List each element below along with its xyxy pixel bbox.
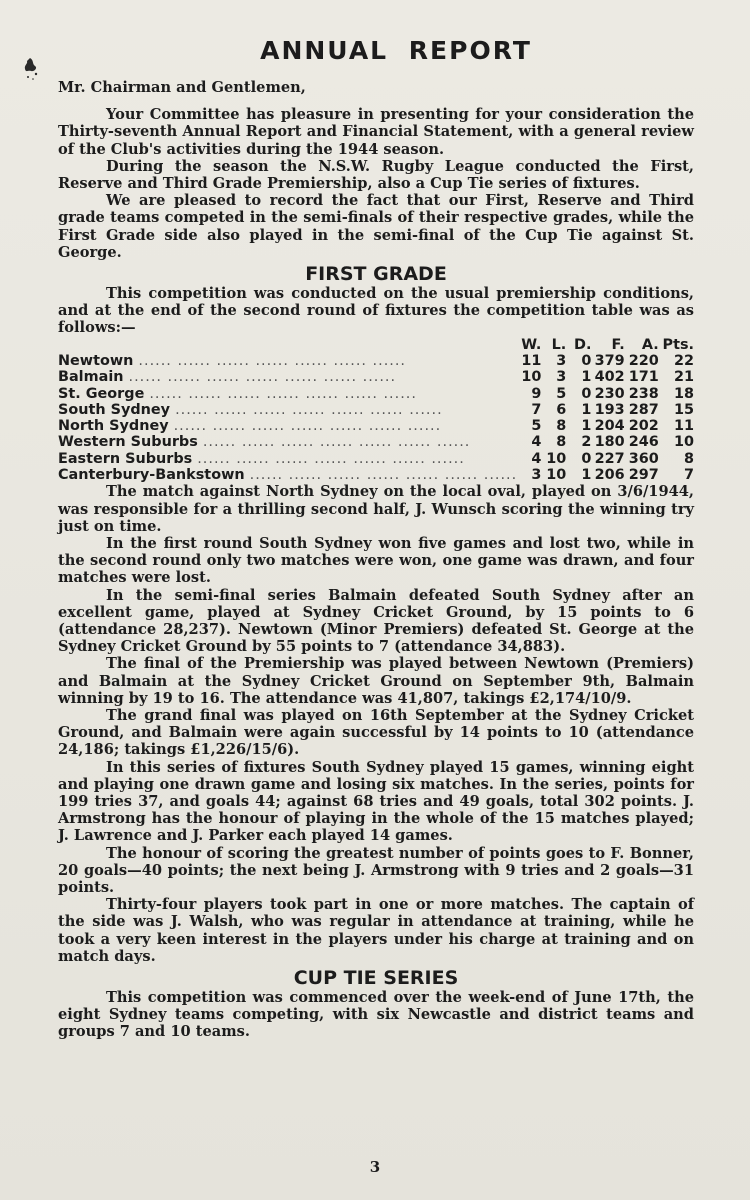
team-cell [58,402,517,418]
team-cell [58,353,517,369]
points-for-cell: 193 [594,401,625,418]
table-row [58,451,694,467]
losses-cell: 3 [556,369,567,386]
leader-dots: ...... ...... ...... ...... ...... ...... ...... [149,385,417,402]
team-cell [58,386,517,402]
draws-cell: 0 [581,450,592,467]
table-row [58,369,694,385]
first-grade-paragraph-7: The honour of scoring the greatest number of points goes to F. Bonner, 20 goals—40 points; the next being J. Armstrong with 9 tries and 2 goals—31 points. [58,844,694,896]
table-row [58,434,694,450]
losses-cell: 5 [556,385,567,402]
losses-cell: 10 [546,467,567,484]
draws-cell: 0 [581,385,592,402]
points-for-cell: 180 [594,434,625,451]
draws-cell: 1 [581,401,592,418]
draws-cell: 1 [581,418,592,435]
intro-paragraph-1: Your Committee has pleasure in presenting for your consideration the Thirty-seventh Annual Report and Financial Statement, with a general review of the Club's activities during the 1944 season. [58,106,694,158]
report-content [58,36,694,1041]
col-header-d: D. [574,336,592,353]
points-against-cell: 171 [628,369,659,386]
page-number: 3 [369,1158,381,1176]
cup-tie-paragraph: This competition was commenced over the week-end of June 17th, the eight Sydney teams competing, with six Newcastle and district teams and groups 7 and 10 teams. [58,989,694,1041]
first-grade-paragraph-8: Thirty-four players took part in one or more matches. The captain of the side was J. Walsh, who was regular in attendance at training, while he took a very keen interest in the players under his charge at training and on match days. [58,896,694,965]
leader-dots: ...... ...... ...... ...... ...... ...... ...... [197,450,465,467]
page-title: ANNUAL REPORT [260,36,532,65]
leader-dots: ...... ...... ...... ...... ...... ...... ...... [128,369,397,386]
points-cell: 22 [673,352,694,369]
first-grade-paragraph-2: In the first round South Sydney won five games and lost two, while in the second round only two matches were won, one game was drawn, and four matches were lost. [58,534,694,587]
wins-cell: 5 [531,418,542,435]
table-row [58,402,694,418]
team-cell [58,434,517,450]
team-name: Newtown [58,352,134,369]
losses-cell: 8 [556,418,567,435]
table-body [58,353,694,483]
ink-blot-mark [22,56,42,82]
leader-dots: ...... ...... ...... ...... ...... ...... ...... [173,418,442,435]
intro-paragraph-3: We are pleased to record the fact that our First, Reserve and Third grade teams competed in the semi-finals of their respective grades, while the First Grade side also played in the semi-final of the Cup Tie against St. George. [58,192,694,261]
points-cell: 7 [683,467,694,484]
team-name: Eastern Suburbs [58,450,193,467]
team-name: Canterbury-Bankstown [58,467,245,484]
first-grade-paragraph-5: The grand final was played on 16th September at the Sydney Cricket Ground, and Balmain were again successful by 14 points to 10 (attendance 24,186; takings £1,226/15/6). [58,706,694,759]
cup-tie-heading: CUP TIE SERIES [293,967,459,989]
table-row [58,467,694,483]
col-header-pts: Pts. [662,336,694,353]
first-grade-intro: This competition was conducted on the usual premiership conditions, and at the end of the second round of fixtures the competition table was as follows:— [58,285,694,337]
leader-dots: ...... ...... ...... ...... ...... ...... ...... [175,401,443,418]
points-for-cell: 227 [594,450,625,467]
col-header-l: L. [551,336,567,353]
first-grade-paragraph-3: In the semi-final series Balmain defeated South Sydney after an excellent game, played at Sydney Cricket Ground, by 15 points to 6 (attendance 28,237). Newtown (Minor Premiers) defeated St. George at the Sydney Cricket Ground by 55 points to 7 (attendance 34,883). [58,586,694,656]
team-cell [58,467,517,483]
col-header-a: A. [641,336,659,353]
wins-cell: 7 [531,401,542,418]
first-grade-paragraph-6: In this series of fixtures South Sydney played 15 games, winning eight and playing one drawn game and losing six matches. In the series, points for 199 tries 37, and goals 44; against 68 tries and 49 goals, total 302 points. J. Armstrong has the honour of playing in the whole of the 15 matches played; J. Lawrence and J. Parker each played 14 games. [58,758,694,845]
wins-cell: 3 [531,467,542,484]
points-against-cell: 287 [628,401,659,418]
draws-cell: 1 [581,369,592,386]
competition-table [58,337,694,484]
losses-cell: 6 [556,401,567,418]
wins-cell: 9 [531,385,542,402]
wins-cell: 10 [521,369,542,386]
first-grade-paragraph-1: The match against North Sydney on the local oval, played on 3/6/1944, was responsible for a thrilling second half, J. Wunsch scoring the winning try just on time. [58,483,694,535]
table-row [58,418,694,434]
points-cell: 18 [673,385,694,402]
team-cell [58,451,517,467]
points-cell: 11 [673,418,694,435]
losses-cell: 10 [546,450,567,467]
leader-dots: ...... ...... ...... ...... ...... ...... ...... [202,434,471,451]
wins-cell: 4 [531,450,542,467]
team-cell [58,418,517,434]
points-for-cell: 402 [594,369,625,386]
first-grade-heading: FIRST GRADE [305,263,447,286]
points-for-cell: 204 [594,418,625,435]
points-against-cell: 202 [628,418,659,435]
draws-cell: 0 [581,352,592,369]
table-header-row [58,337,694,353]
team-name: Western Suburbs [58,434,198,451]
team-name: South Sydney [58,401,171,418]
points-for-cell: 230 [594,385,625,402]
points-cell: 15 [673,401,694,418]
intro-paragraph-2: During the season the N.S.W. Rugby League conducted the First, Reserve and Third Grade Premiership, also a Cup Tie series of fixtures. [58,157,694,193]
salutation: Mr. Chairman and Gentlemen, [58,79,306,96]
team-cell [58,369,517,385]
points-for-cell: 206 [594,467,625,484]
table-row [58,386,694,402]
points-cell: 8 [683,450,694,467]
wins-cell: 4 [531,434,542,451]
team-name: St. George [58,385,145,402]
losses-cell: 8 [556,434,567,451]
team-column-header [58,337,517,353]
points-against-cell: 238 [628,385,659,402]
table-row [58,353,694,369]
team-name: North Sydney [58,418,169,435]
points-against-cell: 246 [628,434,659,451]
losses-cell: 3 [556,352,567,369]
col-header-w: W. [521,336,542,353]
draws-cell: 2 [581,434,592,451]
points-against-cell: 297 [628,467,659,484]
points-cell: 21 [673,369,694,386]
col-header-f: F. [611,336,625,353]
leader-dots: ...... ...... ...... ...... ...... ...... ...... [138,352,406,369]
team-name: Balmain [58,369,124,386]
points-against-cell: 220 [628,352,659,369]
points-cell: 10 [673,434,694,451]
points-against-cell: 360 [628,450,659,467]
wins-cell: 11 [521,352,542,369]
draws-cell: 1 [581,467,592,484]
leader-dots: ...... ...... ...... ...... ...... ...... ...... [249,467,518,484]
first-grade-paragraph-4: The final of the Premiership was played between Newtown (Premiers) and Balmain at the Sydney Cricket Ground on September 9th, Balmain winning by 19 to 16. The attendance was 41,807, takings £2,174/10/9. [58,655,694,707]
points-for-cell: 379 [594,352,625,369]
